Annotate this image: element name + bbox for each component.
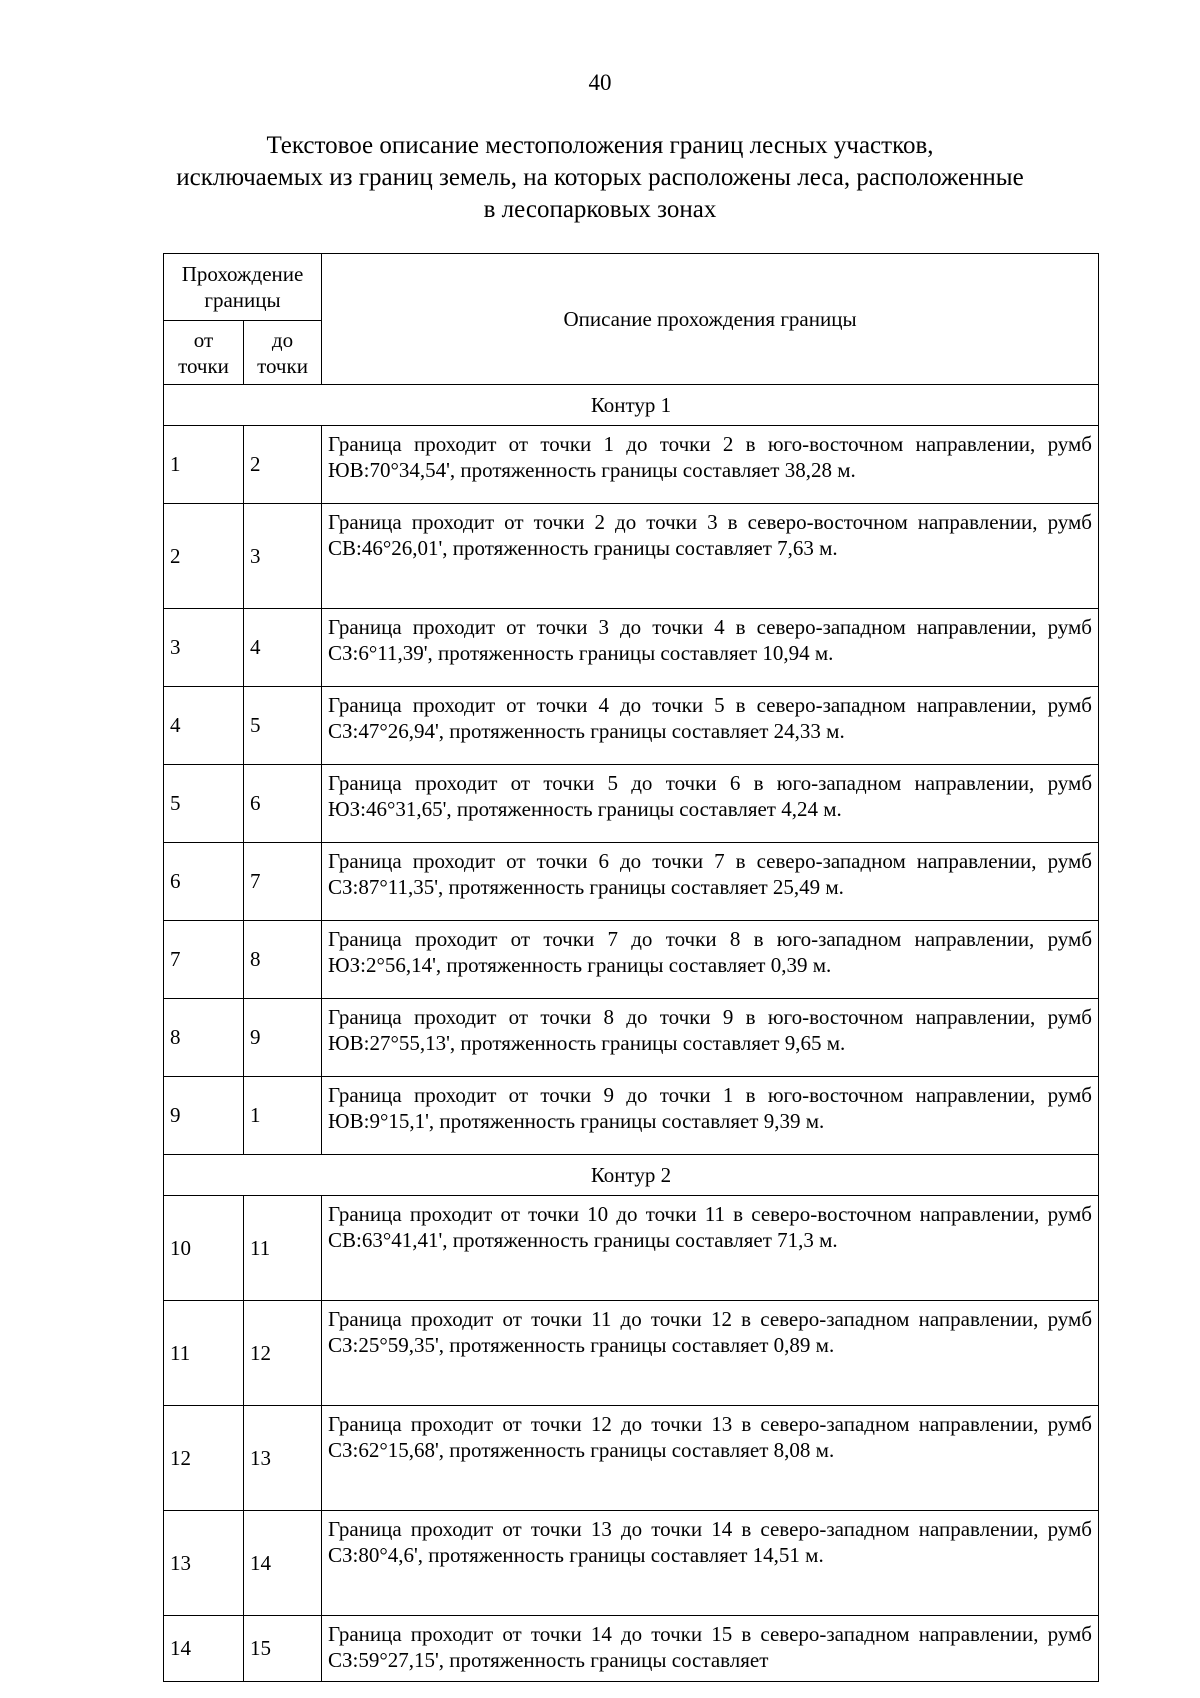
table-row bbox=[164, 999, 1099, 1077]
contour-row bbox=[164, 385, 1099, 426]
to-point: 1 bbox=[244, 1077, 322, 1155]
boundary-description: Граница проходит от точки 4 до точки 5 в северо-западном направлении, румб СЗ:47°26,94', протяженность границы составляет 24,33 м. bbox=[322, 687, 1099, 765]
to-point: 15 bbox=[244, 1616, 322, 1682]
table-row bbox=[164, 1616, 1099, 1682]
boundary-description: Граница проходит от точки 8 до точки 9 в юго-восточном направлении, румб ЮВ:27°55,13', протяженность границы составляет 9,65 м. bbox=[322, 999, 1099, 1077]
header-to-line2: точки bbox=[257, 353, 308, 378]
header-to-point bbox=[244, 321, 322, 385]
to-point: 13 bbox=[244, 1406, 322, 1511]
header-passage-line1: Прохождение bbox=[181, 262, 304, 286]
boundary-description: Граница проходит от точки 2 до точки 3 в северо-восточном направлении, румб СВ:46°26,01', протяженность границы составляет 7,63 м. bbox=[322, 504, 1099, 609]
table-row bbox=[164, 1406, 1099, 1511]
header-passage-line2: границы bbox=[204, 288, 281, 312]
boundary-description bbox=[322, 1616, 1099, 1682]
from-point: 4 bbox=[164, 687, 244, 765]
boundary-description: Граница проходит от точки 12 до точки 13 в северо-западном направлении, румб СЗ:62°15,68', протяженность границы составляет 8,08 м. bbox=[322, 1406, 1099, 1511]
table-body bbox=[164, 385, 1099, 1682]
contour-row bbox=[164, 1155, 1099, 1196]
from-point: 11 bbox=[164, 1301, 244, 1406]
table-row bbox=[164, 1301, 1099, 1406]
from-point: 14 bbox=[164, 1616, 244, 1682]
header-from-line2: точки bbox=[178, 353, 229, 378]
title-line-3: в лесопарковых зонах bbox=[483, 196, 717, 223]
from-point: 6 bbox=[164, 843, 244, 921]
to-point: 11 bbox=[244, 1196, 322, 1301]
page-number: 40 bbox=[588, 70, 612, 95]
table-row bbox=[164, 921, 1099, 999]
from-point: 10 bbox=[164, 1196, 244, 1301]
from-point: 9 bbox=[164, 1077, 244, 1155]
from-point: 7 bbox=[164, 921, 244, 999]
boundary-table bbox=[163, 253, 1099, 1682]
document-title bbox=[100, 130, 1100, 226]
to-point: 12 bbox=[244, 1301, 322, 1406]
boundary-description: Граница проходит от точки 7 до точки 8 в юго-западном направлении, румб ЮЗ:2°56,14', протяженность границы составляет 0,39 м. bbox=[322, 921, 1099, 999]
contour-label: Контур 2 bbox=[164, 1155, 1099, 1196]
from-point: 1 bbox=[164, 426, 244, 504]
table-row bbox=[164, 426, 1099, 504]
header-to-line1: до bbox=[271, 327, 294, 352]
boundary-description: Граница проходит от точки 5 до точки 6 в юго-западном направлении, румб ЮЗ:46°31,65', протяженность границы составляет 4,24 м. bbox=[322, 765, 1099, 843]
boundary-description: Граница проходит от точки 10 до точки 11 в северо-восточном направлении, румб СВ:63°41,41', протяженность границы составляет 71,3 м. bbox=[322, 1196, 1099, 1301]
title-line-1: Текстовое описание местоположения границ лесных участков, bbox=[266, 132, 934, 159]
title-line-2: исключаемых из границ земель, на которых расположены леса, расположенные bbox=[176, 164, 1024, 191]
from-point: 12 bbox=[164, 1406, 244, 1511]
table-row bbox=[164, 687, 1099, 765]
to-point: 4 bbox=[244, 609, 322, 687]
to-point: 5 bbox=[244, 687, 322, 765]
boundary-description: Граница проходит от точки 9 до точки 1 в юго-восточном направлении, румб ЮВ:9°15,1', протяженность границы составляет 9,39 м. bbox=[322, 1077, 1099, 1155]
boundary-description: Граница проходит от точки 3 до точки 4 в северо-западном направлении, румб СЗ:6°11,39', протяженность границы составляет 10,94 м. bbox=[322, 609, 1099, 687]
table-row bbox=[164, 504, 1099, 609]
boundary-description: Граница проходит от точки 1 до точки 2 в юго-восточном направлении, румб ЮВ:70°34,54', протяженность границы составляет 38,28 м. bbox=[322, 426, 1099, 504]
from-point: 13 bbox=[164, 1511, 244, 1616]
table-header bbox=[164, 254, 1099, 385]
boundary-description: Граница проходит от точки 13 до точки 14 в северо-западном направлении, румб СЗ:80°4,6', протяженность границы составляет 14,51 м. bbox=[322, 1511, 1099, 1616]
header-passage bbox=[164, 254, 322, 321]
from-point: 3 bbox=[164, 609, 244, 687]
table-row bbox=[164, 765, 1099, 843]
boundary-description: Граница проходит от точки 11 до точки 12 в северо-западном направлении, румб СЗ:25°59,35', протяженность границы составляет 0,89 м. bbox=[322, 1301, 1099, 1406]
to-point: 8 bbox=[244, 921, 322, 999]
from-point: 5 bbox=[164, 765, 244, 843]
to-point: 2 bbox=[244, 426, 322, 504]
table-row bbox=[164, 843, 1099, 921]
header-description: Описание прохождения границы bbox=[322, 254, 1099, 385]
to-point: 14 bbox=[244, 1511, 322, 1616]
to-point: 7 bbox=[244, 843, 322, 921]
table-row bbox=[164, 1511, 1099, 1616]
header-from-point bbox=[164, 321, 244, 385]
from-point: 2 bbox=[164, 504, 244, 609]
table-row bbox=[164, 1196, 1099, 1301]
boundary-description: Граница проходит от точки 6 до точки 7 в северо-западном направлении, румб СЗ:87°11,35', протяженность границы составляет 25,49 м. bbox=[322, 843, 1099, 921]
to-point: 3 bbox=[244, 504, 322, 609]
table-row bbox=[164, 1077, 1099, 1155]
to-point: 6 bbox=[244, 765, 322, 843]
header-from-line1: от bbox=[193, 327, 214, 352]
boundary-description-text: Граница проходит от точки 14 до точки 15 в северо-западном направлении, румб СЗ:59°27,15', протяженность границы составляет bbox=[328, 1622, 1092, 1672]
from-point: 8 bbox=[164, 999, 244, 1077]
contour-label: Контур 1 bbox=[164, 385, 1099, 426]
table-row bbox=[164, 609, 1099, 687]
to-point: 9 bbox=[244, 999, 322, 1077]
